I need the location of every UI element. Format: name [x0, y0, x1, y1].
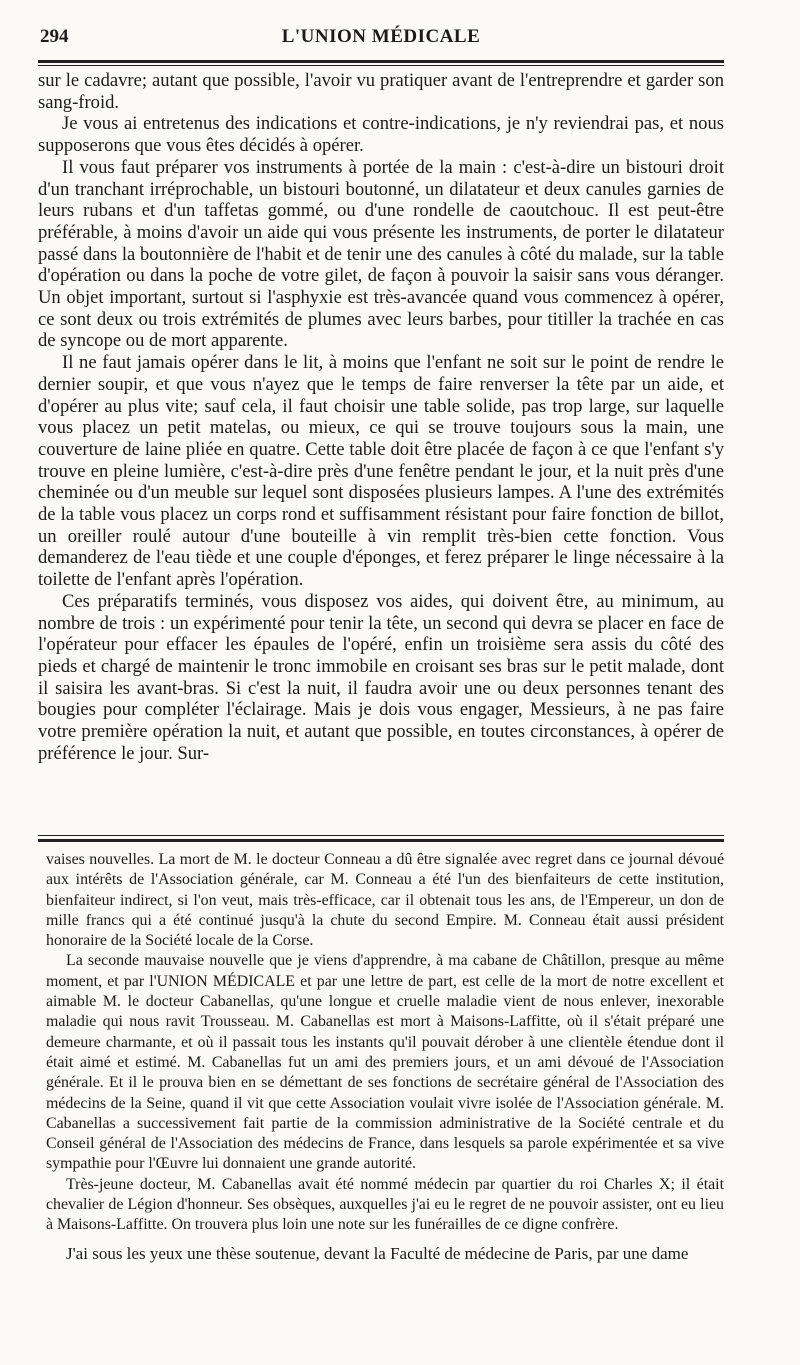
feuilleton-separator	[38, 835, 724, 836]
feuilleton-paragraph: J'ai sous les yeux une thèse soutenue, devant la Faculté de médecine de Paris, par une dame	[66, 1243, 689, 1263]
main-paragraph: Je vous ai entretenus des indications et contre-indications, je n'y reviendrai pas, et nous supposerons que vous êtes décidés à opérer.	[38, 113, 724, 157]
page-number: 294	[40, 26, 69, 47]
main-paragraph: Il ne faut jamais opérer dans le lit, à moins que l'enfant ne soit sur le point de rendre le dernier soupir, et que vous n'ayez que le temps de faire renverser la tête par un aide, et d'opérer au plus vite; sauf cela, il faut choisir une table solide, pas trop large, sur laquelle vous placez un petit matelas, ou mieux, ce qui se trouve toujours sous la main, une couverture de laine pliée en quatre. Cette table doit être placée de façon à ce que l'enfant s'y trouve en pleine lumière, c'est-à-dire près d'une fenêtre pendant le jour, et la nuit près d'une cheminée ou d'un meuble sur lequel sont disposées plusieurs lampes. A l'une des extrémités de la table vous placez un corps rond et suffisamment résistant pour faire fonction de billot, un oreiller roulé autour d'une bouteille à vin remplit très-bien cette fonction. Vous demanderez de l'eau tiède et une couple d'éponges, et ferez préparer le linge nécessaire à la toilette de l'enfant après l'opération.	[38, 352, 724, 591]
feuilleton-paragraph: La seconde mauvaise nouvelle que je viens d'apprendre, à ma cabane de Châtillon, presque au même moment, et par l'UNION MÉDICALE et par une lettre de part, est celle de la mort de notre excellent et aimable M. le docteur Cabanellas, qu'une longue et cruelle maladie vient de nous enlever, inexorable maladie qui nous ravit Trousseau. M. Cabanellas est mort à Maisons-Laffitte, où il s'était préparé une demeure charmante, et où il passait tous les instants qu'il pouvait dérober à une clientèle étendue dont il était aimé et estimé. M. Cabanellas fut un ami des premiers jours, et un ami dévoué de l'Association générale. Et il le prouva bien en se démettant de ses fonctions de secrétaire général de l'Association des médecins de la Seine, quand il vit que cette Association voulait vivre isolée de l'Association générale. M. Cabanellas a successivement fait partie de la commission administrative de la Société centrale et du Conseil général de l'Association des médecins de France, dans lesquels sa parole expérimentée et sa vive sympathie pour l'Œuvre lui donnaient une grande autorité.	[46, 952, 724, 1173]
feuilleton-paragraph: Très-jeune docteur, M. Cabanellas avait été nommé médecin par quartier du roi Charles X; il était chevalier de Légion d'honneur. Ses obsèques, auxquelles j'ai eu le regret de ne pouvoir assister, ont eu lieu à Maisons-Laffitte. On trouvera plus loin une note sur les funérailles de ce digne confrère.	[46, 1175, 724, 1234]
header-rule	[38, 60, 724, 63]
running-head	[38, 26, 724, 56]
main-paragraph: Ces préparatifs terminés, vous disposez vos aides, qui doivent être, au minimum, au nombre de trois : un expérimenté pour tenir la tête, un second qui devra se placer en face de l'opérateur pour effacer les épaules de l'opéré, enfin un troisième sera assis du côté des pieds et chargé de maintenir le tronc immobile en croisant ses bras sur le petit malade, dont il saisira les avant-bras. Si c'est la nuit, il faudra avoir une ou deux personnes tenant des bougies pour compléter l'éclairage. Mais je dois vous engager, Messieurs, à ne pas faire votre première opération la nuit, et autant que possible, en toutes circonstances, à opérer de préférence le jour. Sur-	[38, 590, 724, 764]
main-paragraph: Il vous faut préparer vos instruments à portée de la main : c'est-à-dire un bistouri droit d'un tranchant irréprochable, un bistouri boutonné, un dilatateur et deux canules garnies de leurs rubans et d'un taffetas gommé, ou d'une rondelle de caoutchouc. Il est peut-être préférable, à moins d'avoir un aide qui vous présente les instruments, de porter le dilatateur passé dans la boutonnière de l'habit et de tenir une des canules à côté du malade, sur la table d'opération ou dans la poche de votre gilet, de façon à pouvoir la saisir sans vous déranger. Un objet important, surtout si l'asphyxie est très-avancée quand vous commencez à opérer, ce sont deux ou trois extrémités de plumes avec leurs barbes, pour titiller la trachée en cas de syncope ou de mort apparente.	[38, 156, 724, 352]
main-paragraph: sur le cadavre; autant que possible, l'avoir vu pratiquer avant de l'entreprendre et garder son sang-froid.	[38, 70, 724, 113]
journal-title: L'UNION MÉDICALE	[281, 26, 481, 47]
feuilleton	[46, 850, 724, 1264]
feuilleton-paragraph: vaises nouvelles. La mort de M. le docteur Conneau a dû être signalée avec regret dans ce journal dévoué aux intérêts de l'Association générale, car M. Conneau a été l'un des bienfaiteurs de cette institution, bienfaiteur indirect, si l'on veut, mais très-efficace, car il obtenait tous les ans, de l'Empereur, un don de mille francs qui a été continué jusqu'à la chute du second Empire. M. Conneau était aussi président honoraire de la Société locale de la Corse.	[46, 851, 724, 950]
main-article	[38, 70, 724, 765]
